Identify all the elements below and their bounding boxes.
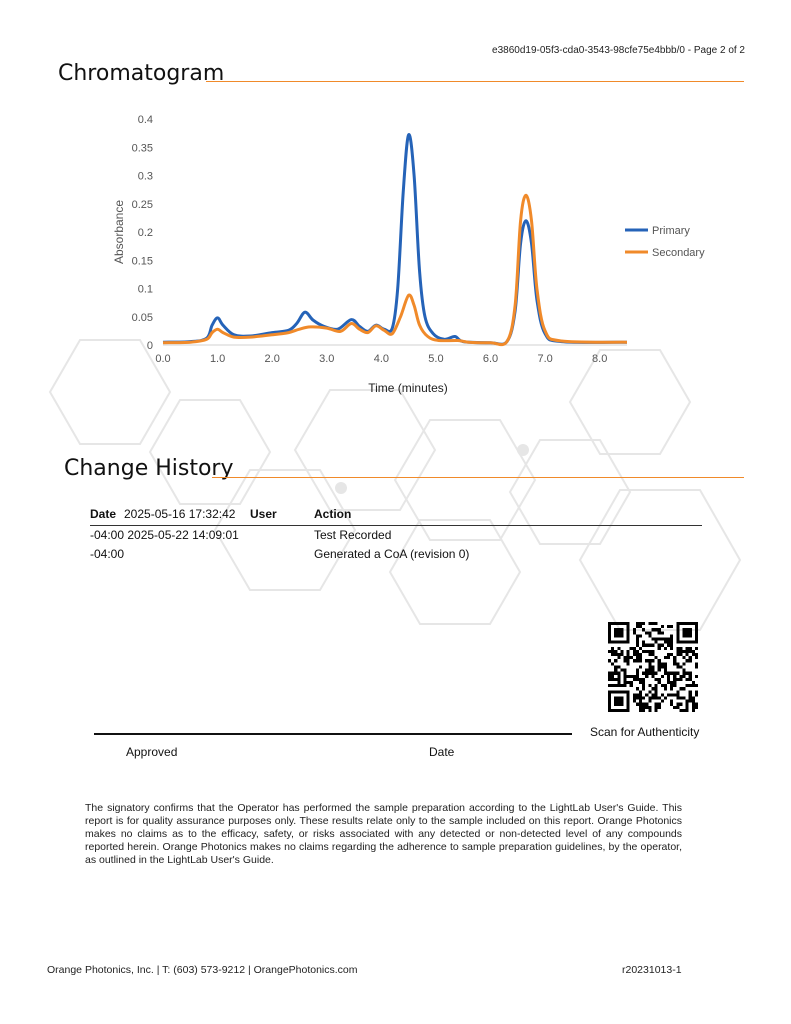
change-history-table xyxy=(90,505,702,564)
change-history-title: Change History xyxy=(64,456,234,481)
date-label: Date xyxy=(429,745,455,759)
table-header-row xyxy=(90,505,702,526)
chromatogram-title: Chromatogram xyxy=(58,61,225,86)
change-history-title-rule xyxy=(212,477,744,478)
y-tick-label: 0.25 xyxy=(131,198,153,211)
approved-label: Approved xyxy=(126,745,178,759)
table-row xyxy=(90,526,702,545)
footer-revision: r20231013-1 xyxy=(622,964,682,976)
x-tick-label: 4.0 xyxy=(373,353,390,365)
y-tick-label: 0.3 xyxy=(137,170,153,183)
row-date: -04:00 xyxy=(90,547,125,561)
row-action: Test Recorded xyxy=(314,528,392,542)
y-tick-label: 0.05 xyxy=(131,311,153,324)
y-axis-label: Absorbance xyxy=(112,199,126,265)
y-tick-label: 0.2 xyxy=(137,227,153,239)
header-action: Action xyxy=(314,507,352,521)
y-tick-label: 0.1 xyxy=(137,283,153,296)
chart-legend xyxy=(625,225,705,259)
row-action: Generated a CoA (revision 0) xyxy=(314,547,470,561)
legend-label: Secondary xyxy=(652,247,705,259)
x-tick-label: 3.0 xyxy=(319,353,335,365)
y-axis-ticks xyxy=(132,114,153,352)
header-date-value: 2025-05-16 17:32:42 xyxy=(124,507,236,521)
document-id: e3860d19-05f3-cda0-3543-98cfe75e4bbb/0 - Page 2 of 2 xyxy=(492,45,745,56)
x-tick-label: 6.0 xyxy=(482,353,499,365)
series-layer xyxy=(163,135,627,345)
chromatogram-chart xyxy=(105,105,725,405)
signature-line xyxy=(94,733,572,735)
x-tick-label: 7.0 xyxy=(537,353,553,365)
chromatogram-title-rule xyxy=(206,81,744,82)
x-axis-ticks xyxy=(155,353,607,365)
footer-contact: Orange Photonics, Inc. | T: (603) 573-9212 | OrangePhotonics.com xyxy=(47,964,358,976)
disclaimer-text: The signatory confirms that the Operator has performed the sample preparation according to the LightLab User's Guide. This report is for quality assurance purposes only. These results relate only to the sample included on this report. Orange Photonics makes no claims as to the efficacy, safety, or risks associated with any detected or non-detected level of any compounds reported herein. Orange Photonics makes no claims regarding the adherence to sample preparation guidelines, by the operator, as outlined in the LightLab User's Guide. xyxy=(85,802,682,866)
qr-code-icon[interactable] xyxy=(608,622,698,712)
legend-label: Primary xyxy=(652,225,690,237)
x-tick-label: 1.0 xyxy=(209,353,226,365)
header-user: User xyxy=(250,507,277,521)
y-tick-label: 0.35 xyxy=(131,142,153,155)
y-tick-label: 0.15 xyxy=(131,255,153,268)
x-tick-label: 0.0 xyxy=(155,353,171,365)
row-date: -04:00 2025-05-22 14:09:01 xyxy=(90,528,239,542)
y-tick-label: 0.4 xyxy=(137,114,153,126)
qr-caption: Scan for Authenticity xyxy=(590,725,700,739)
series-line-primary xyxy=(163,135,627,345)
x-tick-label: 8.0 xyxy=(592,353,608,365)
x-axis-label: Time (minutes) xyxy=(368,381,448,395)
x-tick-label: 5.0 xyxy=(428,353,444,365)
y-tick-label: 0 xyxy=(146,340,153,352)
header-date: Date xyxy=(90,507,117,521)
table-row xyxy=(90,545,702,564)
x-tick-label: 2.0 xyxy=(264,353,280,365)
